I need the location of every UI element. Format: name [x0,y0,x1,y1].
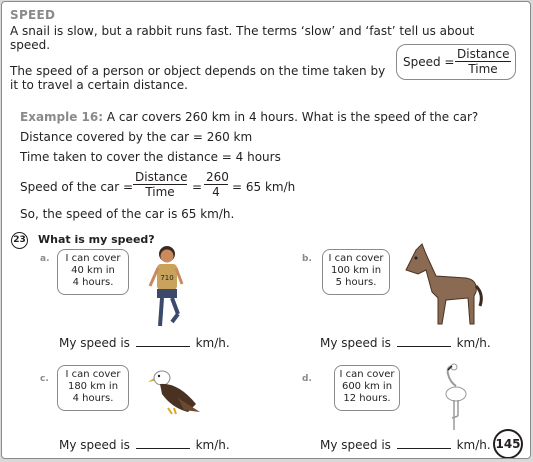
item-c-bubble-text: I can cover 180 km in 4 hours. [65,369,121,404]
section-heading: SPEED [10,8,56,22]
item-b-answer-blank[interactable] [397,338,451,347]
item-d-answer-prefix: My speed is [320,438,391,452]
intro-paragraph-2: The speed of a person or object depends on the time taken by it to travel a certain distance. [10,64,386,92]
item-d-letter: d. [302,374,312,384]
example-question [20,110,478,124]
question-number-badge: 23 [11,232,28,249]
calc-fraction-1-den: Time [145,185,175,199]
item-b-answer-prefix: My speed is [320,336,391,350]
item-d-unit: km/h. [456,438,491,452]
item-b-bubble-text: I can cover 100 km in 5 hours. [328,253,384,288]
item-c-unit: km/h. [195,438,230,452]
item-a-letter: a. [40,254,50,264]
item-a-bubble-text: I can cover 40 km in 4 hours. [65,253,121,288]
example-question-text: A car covers 260 km in 4 hours. What is the speed of the car? [106,110,479,124]
item-c-answer-prefix: My speed is [59,438,130,452]
formula-denominator: Time [468,62,498,76]
example-speed-calculation [20,170,320,202]
item-a-answer-prefix: My speed is [59,336,130,350]
eagle-illustration [148,368,204,418]
item-c-answer-blank[interactable] [136,440,190,449]
formula-fraction [455,47,511,76]
item-a-speech-bubble [57,249,129,295]
formula-lhs: Speed = [403,55,455,69]
calc-fraction-2-den: 4 [212,185,220,199]
intro-paragraph-1: A snail is slow, but a rabbit runs fast. The terms ‘slow’ and ‘fast’ tell us about speed. [10,24,475,52]
item-b-letter: b. [302,254,312,264]
item-a-unit: km/h. [195,336,230,350]
calc-fraction-2 [204,170,228,199]
example-line-time: Time taken to cover the distance = 4 hours [20,150,281,164]
item-c-letter: c. [40,374,49,384]
item-b-unit: km/h. [456,336,491,350]
calc-result: = 65 km/h [232,180,296,194]
formula-numerator: Distance [457,47,510,61]
workbook-page [1,1,531,459]
item-d-answer-line [320,438,491,452]
item-d-bubble-text: I can cover 600 km in 12 hours. [339,369,395,404]
flamingo-illustration [434,362,474,434]
calc-fraction-1-num: Distance [135,170,188,184]
page-number: 145 [493,429,523,459]
speed-formula-box [396,44,516,80]
runner-illustration [142,242,192,332]
item-a-answer-blank[interactable] [136,338,190,347]
item-a-answer-line [59,336,230,350]
calc-fraction-2-num: 260 [206,170,229,184]
question-title: What is my speed? [38,233,155,246]
runner-shirt-number: 710 [160,274,174,282]
example-line-distance: Distance covered by the car = 260 km [20,130,253,144]
item-b-speech-bubble [322,249,390,295]
item-b-answer-line [320,336,491,350]
example-conclusion: So, the speed of the car is 65 km/h. [20,207,235,221]
item-c-answer-line [59,438,230,452]
calc-fraction-1 [133,170,187,199]
example-label: Example 16: [20,110,104,124]
calc-lhs: Speed of the car = [20,180,134,194]
item-d-answer-blank[interactable] [397,440,451,449]
calc-equals: = [192,180,203,194]
item-d-speech-bubble [334,365,400,411]
item-c-speech-bubble [57,365,129,411]
horse-illustration [396,240,486,330]
